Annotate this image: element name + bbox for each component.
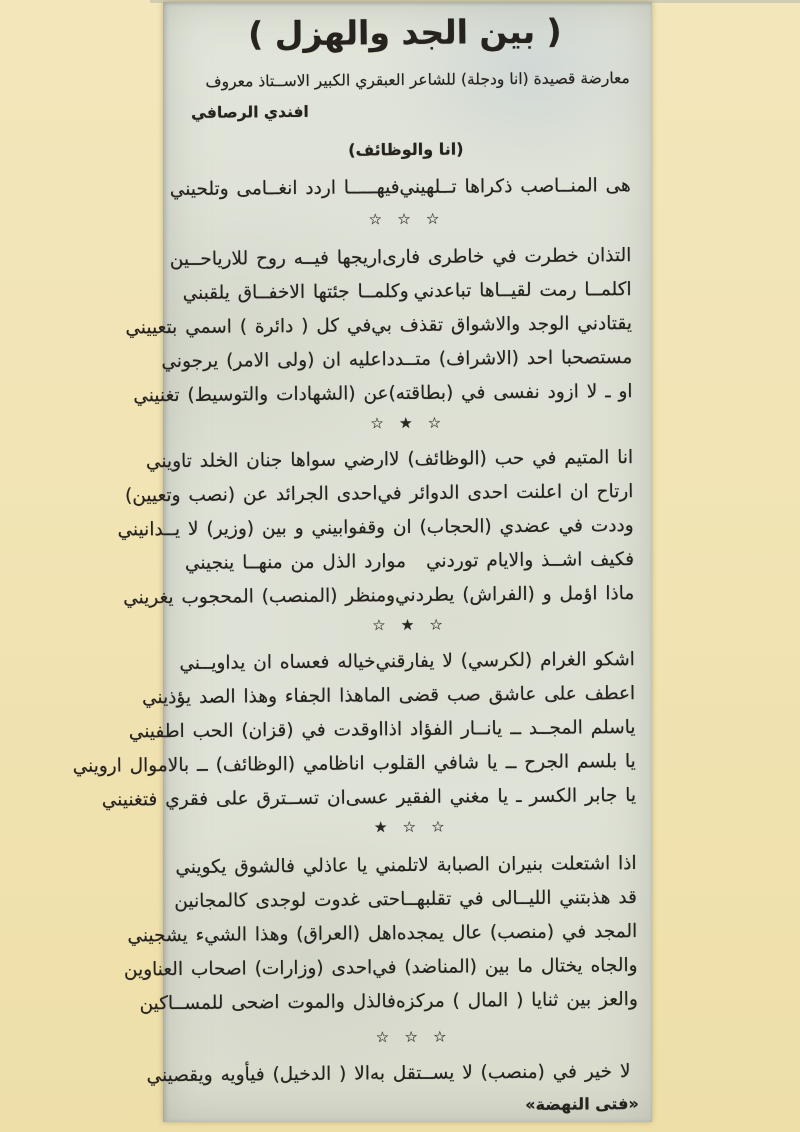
verse-line xyxy=(175,846,637,884)
verse-line xyxy=(185,542,634,580)
hemistich-left: موارد الذل من منهــا ينجيني xyxy=(184,550,407,574)
hemistich-left: هذا الجفاء وهذا الصد يؤذيني xyxy=(141,684,364,708)
hemistich-left: ان تســترق على فقري فتغنيني xyxy=(101,787,346,811)
hemistich-right: اشكو الغرام (لكرسي) لا يفارقني xyxy=(375,648,635,672)
hemistich-left: وكلمــا جئتها الاخفــاق يلقبني xyxy=(182,280,409,304)
verse-line xyxy=(139,982,638,1020)
section-heading: (انا والوظائف) xyxy=(348,139,464,160)
hemistich-right: فكيف اشــذ والايام توردني xyxy=(425,548,635,572)
hemistich-left: عن (الشهادات والتوسيط) تغنيني xyxy=(133,382,389,406)
hemistich-left: عليه ان (ولى الامر) يرجوني xyxy=(161,348,382,372)
hemistich-left: اوقدت في (قزان) الحب اطفيني xyxy=(128,718,384,742)
hemistich-left: فالذل والموت اضحى للمســاكين xyxy=(139,990,397,1014)
hemistich-right: والجاه يختال ما بين (المناضد) في xyxy=(372,954,638,978)
hemistich-right: قد هذبتني الليــالى في تقلبهــا xyxy=(400,886,638,910)
author-signature: «فتى النهضة» xyxy=(525,1094,639,1114)
hemistich-left: خياله فعساه ان يداويــني xyxy=(179,650,376,674)
hemistich-right: اكلمــا رمت لقيــاها تباعدني xyxy=(413,278,632,302)
hemistich-left: حتى غدوت لوجدى كالمجانين xyxy=(174,888,401,912)
stanza xyxy=(117,440,635,614)
hemistich-right: يقتادني الوجد والاشواق تقذف بي xyxy=(371,312,633,336)
verse-line xyxy=(146,1054,638,1092)
hemistich-left: في كل ( دائرة ) اسمي بتعييني xyxy=(125,314,372,338)
verse-line xyxy=(101,778,637,816)
star-divider: ☆ ★ ☆ xyxy=(370,413,447,433)
verse-line xyxy=(128,710,636,748)
verse-line xyxy=(169,168,631,206)
hemistich-right: لا خير في (منصب) لا يســتقل به xyxy=(369,1060,631,1084)
verse-line xyxy=(124,474,634,512)
verse-line xyxy=(117,508,634,546)
stanza xyxy=(72,642,637,816)
verse-line xyxy=(127,914,638,952)
hemistich-right: مستصحبا احد (الاشراف) متــددا xyxy=(381,346,633,370)
verse-line xyxy=(174,880,638,918)
verse-line xyxy=(179,642,635,680)
poem-subtitle: معارضة قصيدة (انا ودجلة) للشاعر العبقري الكبير الاســتاذ معروف xyxy=(205,69,630,91)
hemistich-right: اذا اشتعلت بنيران الصبابة لا xyxy=(418,852,637,876)
hemistich-right: ارتاح ان اعلنت احدى الدوائر في xyxy=(377,480,634,504)
verse-line xyxy=(72,744,636,782)
poem-title: ( بين الجد والهزل ) xyxy=(248,11,562,54)
hemistich-left: اريجها فيــه روح للارياحــين xyxy=(169,246,383,270)
hemistich-right: المجد في (منصب) عال يمجده xyxy=(396,920,638,944)
star-divider: ☆ ★ ☆ xyxy=(372,615,449,635)
hemistich-right: يا بلسم الجرح ــ يا شافي القلوب انا xyxy=(348,750,636,775)
star-divider: ☆ ☆ ☆ xyxy=(368,209,445,229)
hemistich-right: يا جابر الكسر ـ يا مغني الفقير عسى xyxy=(345,784,637,809)
hemistich-left: اهل (العراق) وهذا الشيء يشجيني xyxy=(127,922,397,946)
verse-line xyxy=(125,306,633,344)
hemistich-left: احدى الجرائد عن (نصب وتعيين) xyxy=(124,482,378,506)
hemistich-right: التذان خطرت في خاطرى فارى xyxy=(382,244,632,268)
stanza xyxy=(125,238,633,412)
hemistich-right: هى المنــاصب ذكراها تــلهيني xyxy=(399,174,631,198)
hemistich-right: انا المتيم في حب (الوظائف) لا xyxy=(388,446,634,470)
verse-line xyxy=(169,238,632,276)
page-content xyxy=(72,0,657,1124)
hemistich-left: تلمني يا عاذلي فالشوق يكويني xyxy=(175,854,419,878)
hemistich-left: ارضي سواها جنان الخلد تاويني xyxy=(145,448,390,472)
verse-line xyxy=(123,576,635,614)
hemistich-right: اعطف على عاشق صب قضى الما xyxy=(363,682,636,706)
star-divider: ☆ ☆ ☆ xyxy=(375,1027,452,1047)
hemistich-right: والعز بين ثنايا ( المال ) مركزه xyxy=(395,988,638,1012)
verse-line xyxy=(161,340,633,378)
hemistich-left: ومنظر (المنصب) المحجوب يغريني xyxy=(123,584,396,608)
star-divider: ☆ ☆ ★ xyxy=(373,817,450,837)
hemistich-left: فيهـــــا اردد انغــامى وتلحيني xyxy=(169,176,400,200)
hemistich-right: وددت في عضدي (الحجاب) ان وقفوا xyxy=(343,514,634,539)
hemistich-right: او ـ لا ازود نفسى في (بطاقته) xyxy=(388,380,633,404)
verse-line xyxy=(123,948,638,986)
verse-line xyxy=(141,676,636,714)
stanza xyxy=(123,846,638,1020)
hemistich-right: ماذا اؤمل و (الفراش) يطردني xyxy=(394,582,635,606)
verse-line xyxy=(145,440,634,478)
hemistich-left: الا ( الدخيل) فيأويه ويقصيني xyxy=(146,1062,371,1086)
verse-line xyxy=(133,374,633,412)
hemistich-left: ظامي (الوظائف) ــ بالاموال ارويني xyxy=(72,753,349,777)
hemistich-left: بيني و بين (وزير) لا يــدانيني xyxy=(117,517,344,541)
hemistich-left: احدى (وزارات) اصحاب العناوين xyxy=(123,956,373,980)
poet-attribution: افندي الرصافي xyxy=(190,102,309,122)
hemistich-right: ياسلم المجــد ــ يانــار الفؤاد اذا xyxy=(383,716,636,740)
verse-line xyxy=(182,272,631,310)
scanned-page xyxy=(72,2,652,1122)
